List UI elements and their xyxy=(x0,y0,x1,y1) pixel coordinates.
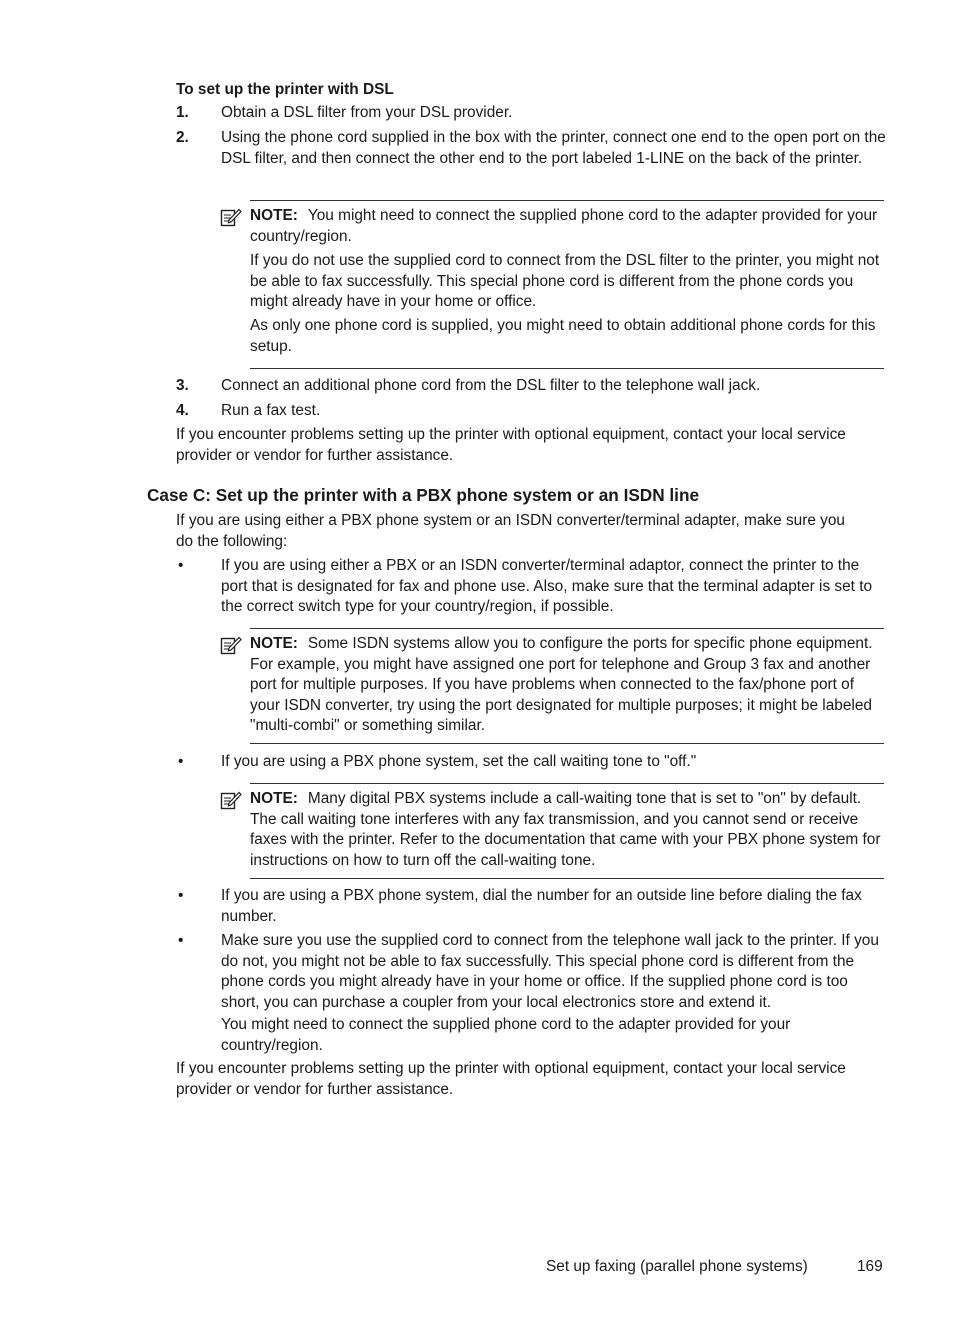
note-top-rule xyxy=(250,200,884,201)
note-text: You might need to connect the supplied phone cord to the adapter provided for your country/region. xyxy=(250,207,878,245)
note-label: NOTE: xyxy=(250,790,298,807)
note-bottom-rule xyxy=(250,368,884,369)
bullet-marker: • xyxy=(178,557,184,574)
procedure-title: To set up the printer with DSL xyxy=(176,81,394,98)
note-top-rule xyxy=(250,783,884,784)
bullet-text: If you are using a PBX phone system, dial the number for an outside line before dialing the fax number. xyxy=(221,887,862,925)
bullet-text: If you are using a PBX phone system, set the call waiting tone to "off." xyxy=(221,753,697,770)
section-heading: Case C: Set up the printer with a PBX phone system or an ISDN line xyxy=(147,485,700,505)
closing-paragraph: If you encounter problems setting up the printer with optional equipment, contact your local service provider or vendor for further assistance. xyxy=(176,1060,846,1098)
step-number: 4. xyxy=(176,402,189,419)
note-paragraph xyxy=(250,206,888,247)
note-pencil-icon xyxy=(220,790,242,810)
step-text: Using the phone cord supplied in the box with the printer, connect one end to the open port on the DSL filter, and then connect the other end to the port labeled 1-LINE on the back of the printer. xyxy=(221,129,886,167)
note-bottom-rule xyxy=(250,743,884,744)
note-text: Many digital PBX systems include a call-waiting tone that is set to "on" by default. The call waiting tone interferes with any fax transmission, and you cannot send or receive faxes with the printer. Refer to the documentation that came with your PBX phone system for instructions on how to turn off the call-waiting tone. xyxy=(250,790,881,869)
note-bottom-rule xyxy=(250,878,884,879)
step-number: 3. xyxy=(176,377,189,394)
step-text: Obtain a DSL filter from your DSL provider. xyxy=(221,104,513,121)
step-number: 2. xyxy=(176,129,189,146)
note-label: NOTE: xyxy=(250,207,298,224)
bullet-marker: • xyxy=(178,753,184,770)
footer-section-title: Set up faxing (parallel phone systems) xyxy=(546,1258,808,1275)
bullet-extra-text: You might need to connect the supplied phone cord to the adapter provided for your country/region. xyxy=(221,1016,791,1054)
bullet-marker: • xyxy=(178,932,184,949)
note-pencil-icon xyxy=(220,635,242,655)
bullet-marker: • xyxy=(178,887,184,904)
note-paragraph: If you do not use the supplied cord to connect from the DSL filter to the printer, you might not be able to fax successfully. This special phone cord is different from the phone cords you might already have in your home or office. xyxy=(250,252,880,311)
note-paragraph xyxy=(250,634,888,737)
bullet-text: Make sure you use the supplied cord to connect from the telephone wall jack to the printer. If you do not, you might not be able to fax successfully. This special phone cord is different from the phone cords you might already have in your home or office. If the supplied phone cord is too short, you can purchase a coupler from your local electronics store and extend it. xyxy=(221,932,879,1011)
bullet-text: If you are using either a PBX or an ISDN converter/terminal adaptor, connect the printer to the port that is designated for fax and phone use. Also, make sure that the terminal adapter is set to the correct switch type for your country/region, if possible. xyxy=(221,557,873,616)
note-top-rule xyxy=(250,628,884,629)
step-text: Connect an additional phone cord from the DSL filter to the telephone wall jack. xyxy=(221,377,761,394)
page-number: 169 xyxy=(857,1258,883,1275)
note-label: NOTE: xyxy=(250,635,298,652)
closing-paragraph: If you encounter problems setting up the printer with optional equipment, contact your local service provider or vendor for further assistance. xyxy=(176,426,846,464)
note-pencil-icon xyxy=(220,207,242,227)
note-paragraph: As only one phone cord is supplied, you might need to obtain additional phone cords for this setup. xyxy=(250,317,876,355)
step-text: Run a fax test. xyxy=(221,402,321,419)
note-text: Some ISDN systems allow you to configure the ports for specific phone equipment. For example, you might have assigned one port for telephone and Group 3 fax and another port for multiple purposes. If you have problems when connected to the fax/phone port of your ISDN converter, try using the port designated for multiple purposes; it might be labeled "multi-combi" or something similar. xyxy=(250,635,873,735)
step-number: 1. xyxy=(176,104,189,121)
intro-paragraph: If you are using either a PBX phone system or an ISDN converter/terminal adapter, make sure you do the following: xyxy=(176,512,845,550)
note-paragraph xyxy=(250,789,888,871)
